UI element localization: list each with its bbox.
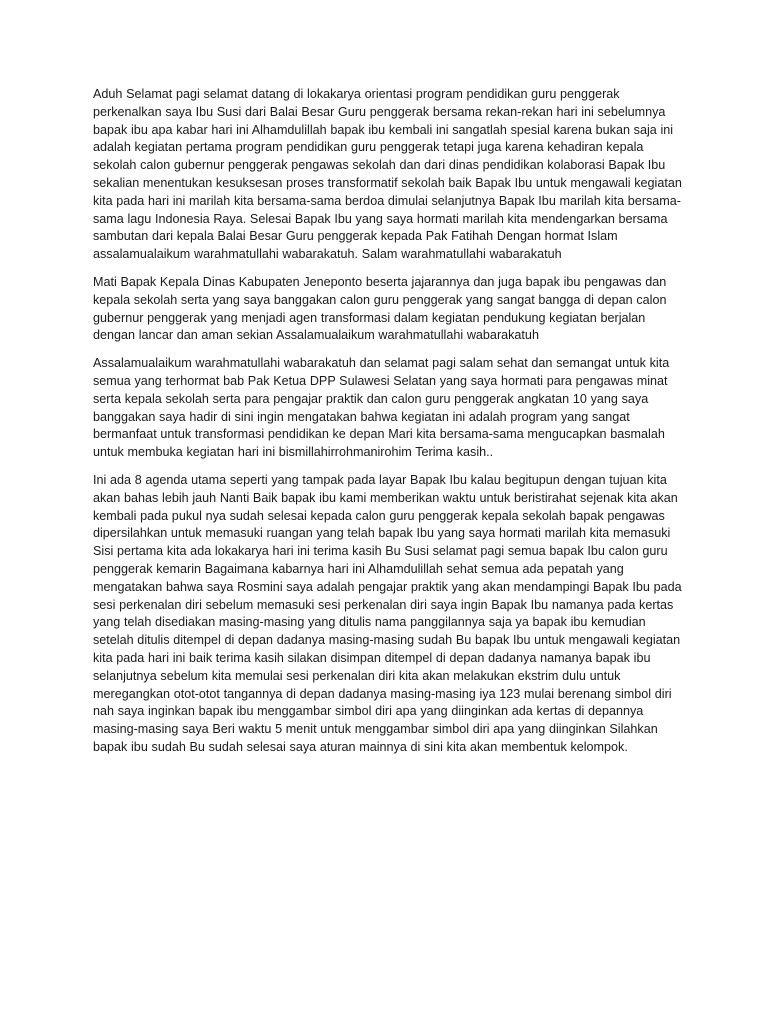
paragraph-3: Assalamualaikum warahmatullahi wabarakatuh dan selamat pagi salam sehat dan semangat untuk kita semua yang terhormat bab Pak Ketua DPP Sulawesi Selatan yang saya hormati para pengawas minat serta kepala sekolah serta para pengajar praktik dan calon guru penggerak angkatan 10 yang saya banggakan saya hadir di sini ingin mengatakan bahwa kegiatan ini adalah program yang sangat bermanfaat untuk transformasi pendidikan ke depan Mari kita bersama-sama mengucapkan basmalah untuk membuka kegiatan hari ini bismillahirrohmanirohim Terima kasih..: [93, 356, 670, 460]
paragraph-4: Ini ada 8 agenda utama seperti yang tampak pada layar Bapak Ibu kalau begitupun dengan tujuan kita akan bahas lebih jauh Nanti Baik bapak ibu kami memberikan waktu untuk beristirahat sejenak kita akan kembali pada pukul nya sudah selesai kepada calon guru penggerak kepala sekolah bapak pengawas dipersilahkan untuk memasuki ruangan yang telah bapak Ibu yang saya hormati marilah kita memasuki Sisi pertama kita ada lokakarya hari ini terima kasih Bu Susi selamat pagi semua bapak Ibu calon guru penggerak kemarin Bagaimana kabarnya hari ini Alhamdulillah sehat semua ada pepatah yang mengatakan bahwa saya Rosmini saya adalah pengajar praktik yang akan mendampingi Bapak Ibu pada sesi perkenalan diri sebelum memasuki sesi perkenalan diri saya ingin Bapak Ibu namanya pada kertas yang telah disediakan masing-masing yang ditulis nama panggilannya saja ya bapak ibu kemudian setelah ditulis ditempel di depan dadanya masing-masing sudah Bu bapak Ibu untuk mengawali kegiatan kita pada hari ini baik terima kasih silakan disimpan ditempel di depan dadanya namanya bapak ibu selanjutnya sebelum kita memulai sesi perkenalan diri kita akan melakukan ekstrim dulu untuk meregangkan otot-otot tangannya di depan dadanya masing-masing iya 123 mulai berenang simbol diri nah saya inginkan bapak ibu menggambar simbol diri apa yang diinginkan ada kertas di depannya masing-masing saya Beri waktu 5 menit untuk menggambar simbol diri apa yang diinginkan Silahkan bapak ibu sudah Bu sudah selesai saya aturan mainnya di sini kita akan membentuk kelompok.: [93, 472, 682, 754]
document-body: [93, 86, 683, 767]
paragraph-2: Mati Bapak Kepala Dinas Kabupaten Jeneponto beserta jajarannya dan juga bapak ibu pengawas dan kepala sekolah serta yang saya banggakan calon guru penggerak yang sangat bangga di depan calon gubernur penggerak yang menjadi agen transformasi dalam kegiatan pendukung kegiatan berjalan dengan lancar dan aman sekian Assalamualaikum warahmatullahi wabarakatuh: [93, 274, 667, 343]
paragraph-1: Aduh Selamat pagi selamat datang di lokakarya orientasi program pendidikan guru penggerak perkenalkan saya Ibu Susi dari Balai Besar Guru penggerak bersama rekan-rekan hari ini sebelumnya bapak ibu apa kabar hari ini Alhamdulillah bapak ibu kembali ini sangatlah spesial karena bukan saja ini adalah kegiatan pertama program pendidikan guru penggerak tetapi juga karena kehadiran kepala sekolah calon gubernur penggerak pengawas sekolah dan dari dinas pendidikan kolaborasi Bapak Ibu sekalian menentukan kesuksesan proses transformatif sekolah baik Bapak Ibu untuk mengawali kegiatan kita pada hari ini marilah kita bersama-sama berdoa dimulai selanjutnya Bapak Ibu marilah kita bersama-sama lagu Indonesia Raya. Selesai Bapak Ibu yang saya hormati marilah kita mendengarkan bersama sambutan dari kepala Balai Besar Guru penggerak kepada Pak Fatihah Dengan hormat Islam assalamualaikum warahmatullahi wabarakatuh. Salam warahmatullahi wabarakatuh: [93, 87, 682, 262]
